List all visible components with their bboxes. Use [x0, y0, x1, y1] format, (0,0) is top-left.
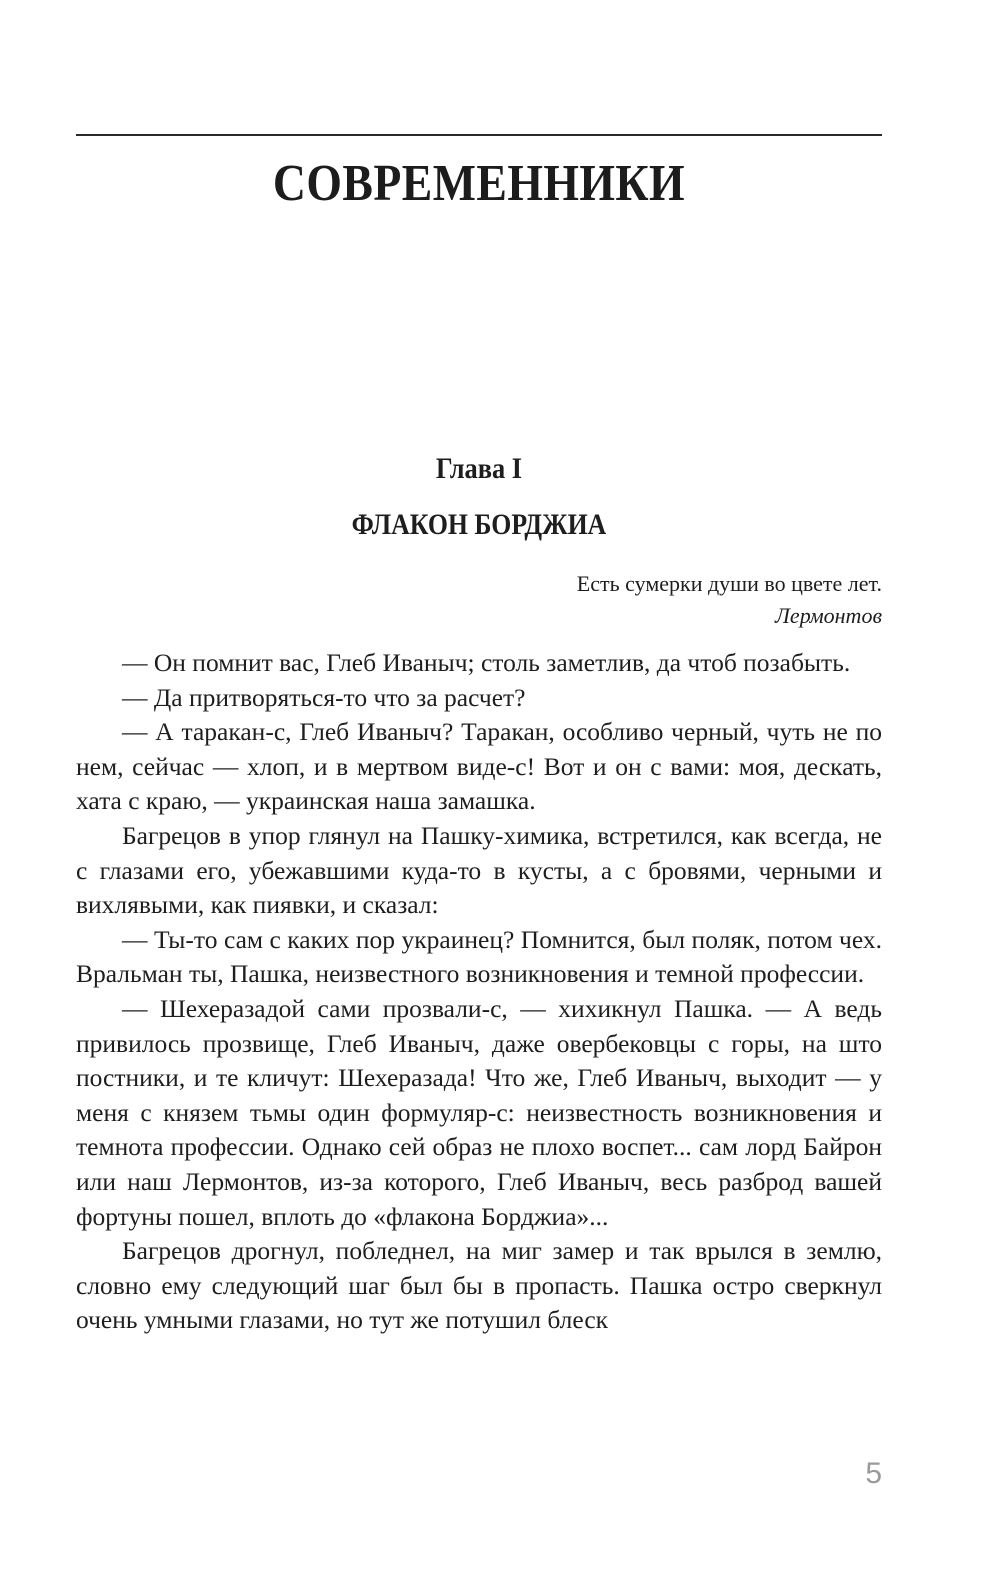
paragraph: — Ты-то сам с каких пор украинец? Помнится, был поляк, потом чех. Вральман ты, Пашка, неизвестного возникновения и темной профессии.	[76, 924, 882, 989]
page-number: 5	[865, 1457, 882, 1490]
book-title: СОВРЕМЕННИКИ	[272, 155, 686, 212]
paragraph: Багрецов в упор глянул на Пашку-химика, встретился, как всегда, не с глазами его, убежавшими куда-то в кусты, а с бровями, черными и вихлявыми, как пиявки, и сказал:	[76, 820, 882, 920]
chapter-title: ФЛАКОН БОРДЖИА	[351, 508, 607, 541]
epigraph-line: Есть сумерки души во цвете лет.	[576, 571, 882, 596]
paragraph: — Шехеразадой сами прозвали-с, — хихикнул Пашка. — А ведь привилось прозвище, Глеб Иваныч, даже овербековцы с горы, на што постники, и те кличут: Шехеразада! Что же, Глеб Иваныч, выходит — у меня с князем тьмы один формуляр-с: неизвестность возникновения и темнота профессии. Однако сей образ не плохо воспет... сам лорд Байрон или наш Лермонтов, из-за которого, Глеб Иваныч, весь разброд вашей фортуны пошел, вплоть до «флакона Борджиа»...	[76, 993, 882, 1231]
chapter-number: Глава I	[435, 452, 523, 485]
paragraph: — А таракан-с, Глеб Иваныч? Таракан, особливо черный, чуть не по нем, сейчас — хлоп, и в мертвом виде-с! Вот и он с вами: моя, дескать, хата с краю, — украинская наша замашка.	[76, 717, 882, 816]
top-rule-divider	[76, 134, 882, 136]
paragraph: Багрецов дрогнул, побледнел, на миг замер и так врылся в землю, словно ему следующий шаг был бы в пропасть. Пашка остро сверкнул очень умными глазами, но тут же потушил блеск	[76, 1236, 882, 1335]
epigraph-author: Лермонтов	[775, 603, 882, 628]
paragraph: — Он помнит вас, Глеб Иваныч; столь заметлив, да чтоб позабыть.	[122, 648, 851, 677]
epigraph	[577, 568, 882, 632]
paragraph: — Да притворяться-то что за расчет?	[122, 682, 526, 712]
body-text	[76, 646, 882, 1338]
